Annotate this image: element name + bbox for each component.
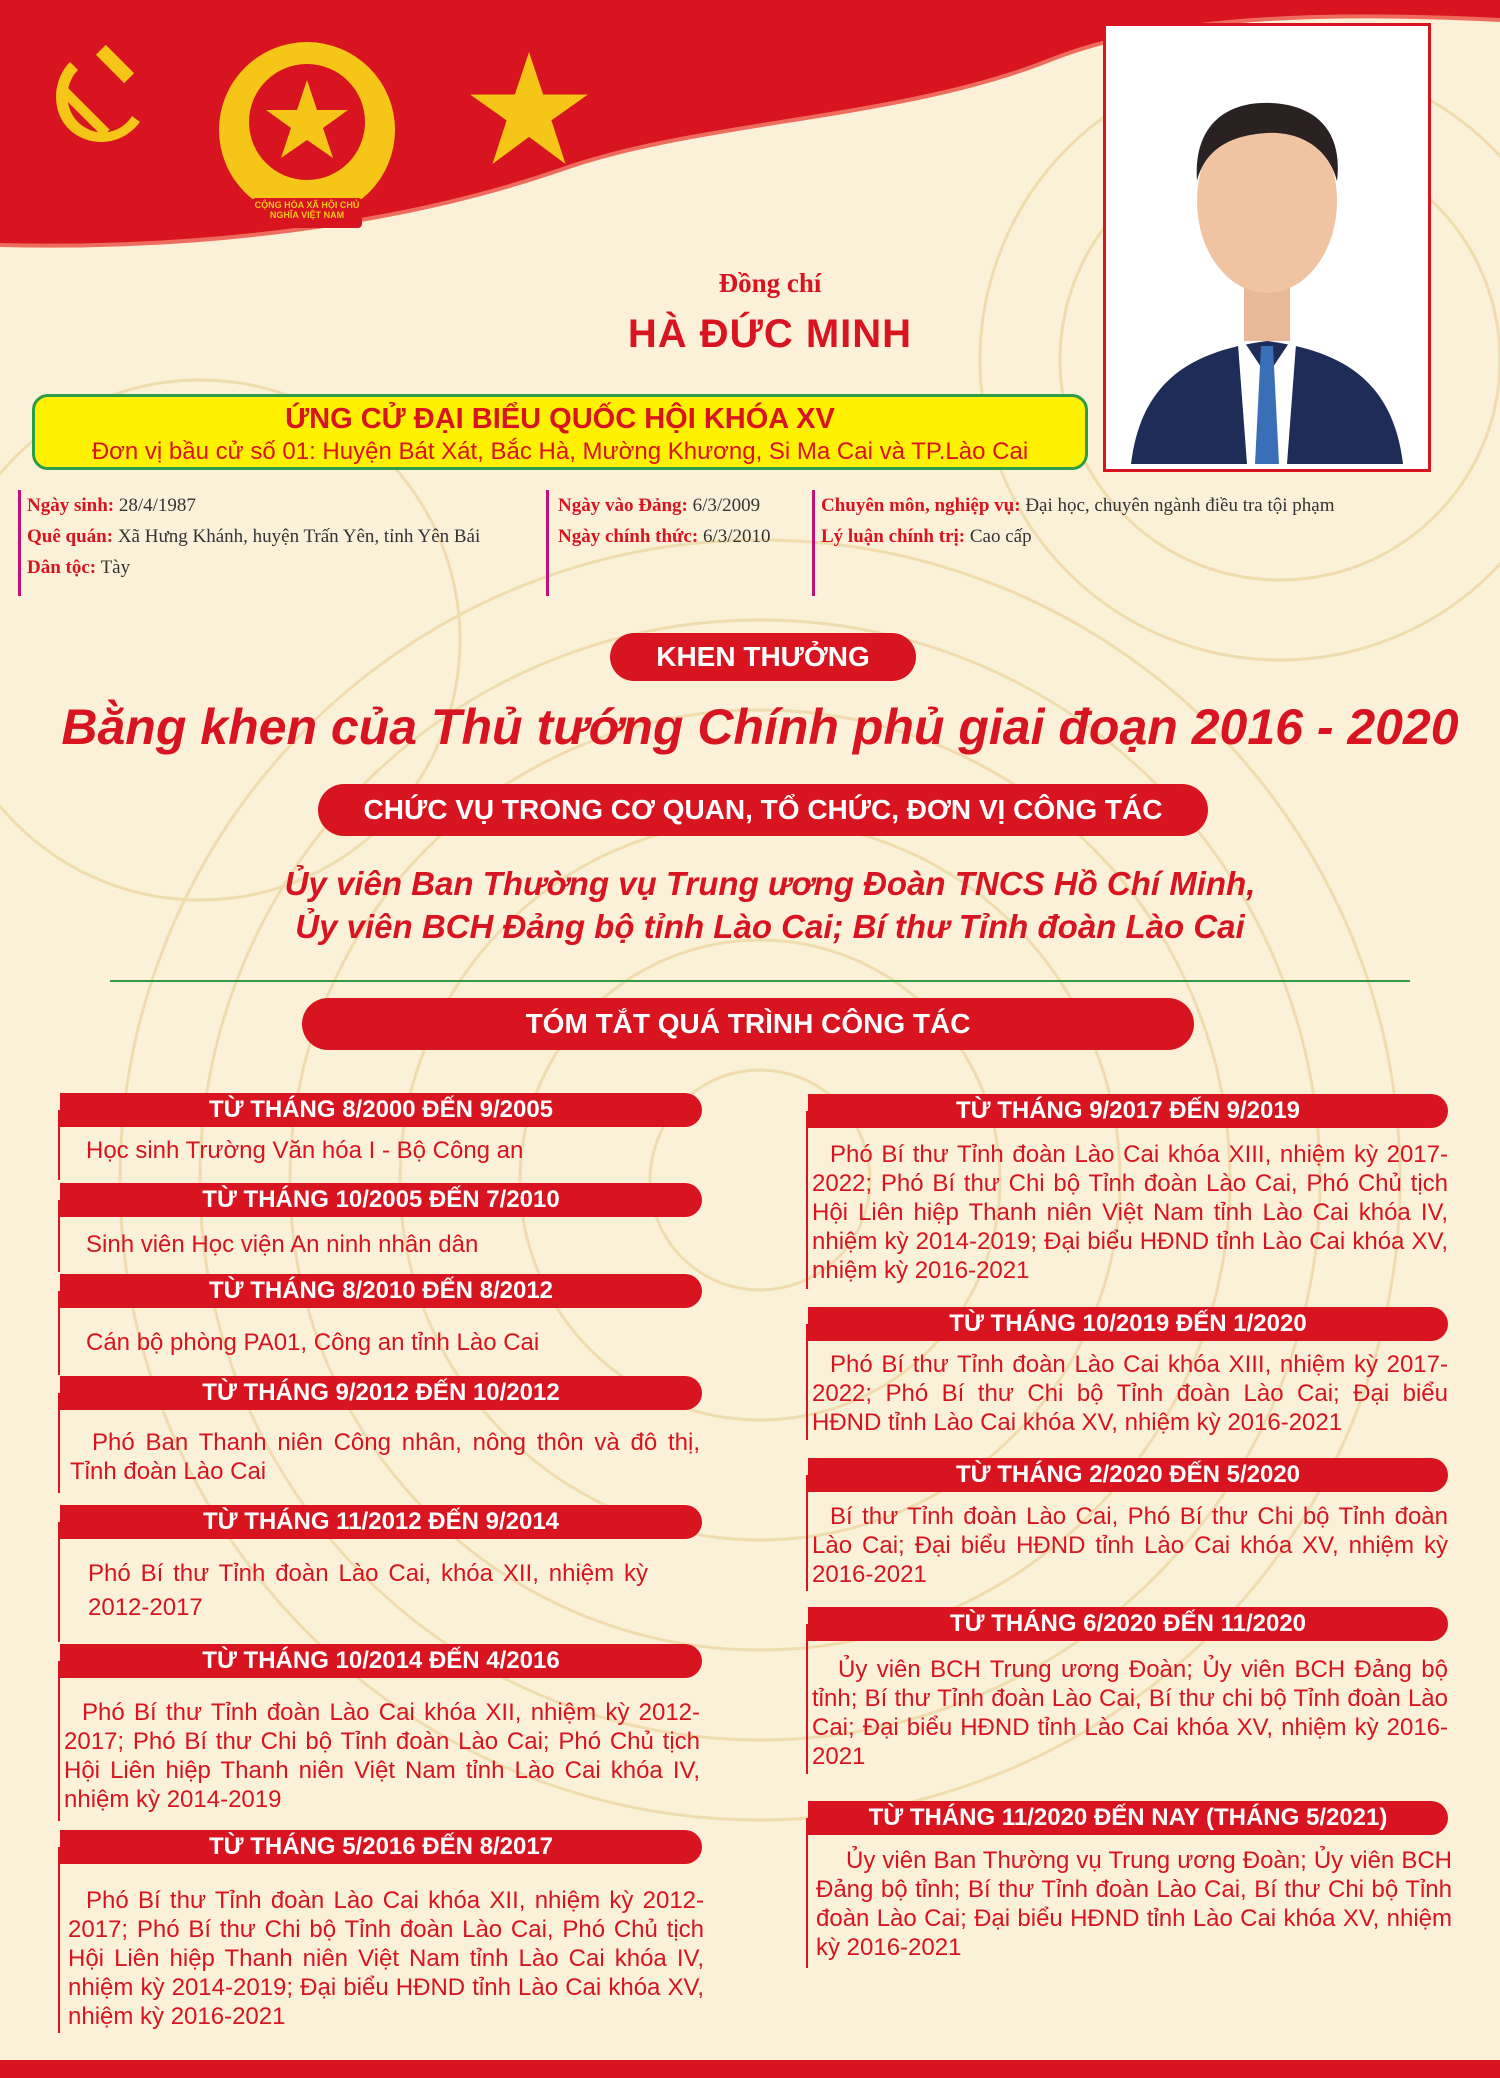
timeline-bracket [58, 1393, 60, 1493]
timeline-period-left-1: TỪ THÁNG 8/2000 ĐẾN 9/2005 [60, 1093, 702, 1127]
personal-info-col2 [552, 490, 812, 596]
info-row: Dân tộc: Tày [27, 557, 131, 578]
timeline-bracket [58, 1200, 60, 1272]
timeline-period-left-3: TỪ THÁNG 8/2010 ĐẾN 8/2012 [60, 1274, 702, 1308]
personal-info-col3 [812, 490, 1452, 596]
greeting: Đồng chí [718, 268, 822, 298]
timeline-desc-left-4: Phó Ban Thanh niên Công nhân, nông thôn và đô thị, Tỉnh đoàn Lào Cai [70, 1429, 700, 1485]
position-line-2: Ủy viên BCH Đảng bộ tỉnh Lào Cai; Bí thư Tỉnh đoàn Lào Cai [295, 908, 1245, 945]
timeline-bracket [58, 1847, 60, 2033]
info-divider [546, 490, 549, 596]
timeline-period-right-4: TỪ THÁNG 6/2020 ĐẾN 11/2020 [808, 1607, 1448, 1641]
timeline-desc-left-1: Học sinh Trường Văn hóa I - Bộ Công an [86, 1137, 524, 1164]
awards-heading: KHEN THƯỞNG [610, 633, 916, 681]
timeline-period-left-7: TỪ THÁNG 5/2016 ĐẾN 8/2017 [60, 1830, 702, 1864]
timeline-desc-left-2: Sinh viên Học viện An ninh nhân dân [86, 1231, 479, 1258]
emblem-ribbon-text: CỘNG HÒA XÃ HỘI CHỦ NGHĨA VIỆT NAM [254, 200, 360, 220]
timeline-bracket [806, 1111, 808, 1289]
timeline-bracket [806, 1324, 808, 1440]
hammer-sickle-icon [40, 42, 160, 162]
timeline-desc-left-6: Phó Bí thư Tỉnh đoàn Lào Cai khóa XII, nhiệm kỳ 2012-2017; Phó Bí thư Chi bộ Tỉnh đoàn Lào Cai; Phó Chủ tịch Hội Liên hiệp Thanh niên Việt Nam tỉnh Lào Cai khóa IV, nhiệm kỳ 2014-2019 [64, 1699, 700, 1813]
timeline-period-left-4: TỪ THÁNG 9/2012 ĐẾN 10/2012 [60, 1376, 702, 1410]
award-text: Bằng khen của Thủ tướng Chính phủ giai đoạn 2016 - 2020 [61, 699, 1459, 755]
position-text [160, 862, 1380, 948]
timeline-desc-right-3: Bí thư Tỉnh đoàn Lào Cai, Phó Bí thư Chi bộ Tỉnh đoàn Lào Cai; Đại biểu HĐND tỉnh Lào Cai khóa XV, nhiệm kỳ 2016-2021 [812, 1503, 1448, 1588]
info-row: Quê quán: Xã Hưng Khánh, huyện Trấn Yên, tỉnh Yên Bái [27, 526, 481, 547]
timeline-period-right-3: TỪ THÁNG 2/2020 ĐẾN 5/2020 [808, 1458, 1448, 1492]
timeline-bracket [58, 1110, 60, 1180]
timeline-desc-right-4: Ủy viên BCH Trung ương Đoàn; Ủy viên BCH Đảng bộ tỉnh; Bí thư Tỉnh đoàn Lào Cai, Bí thư chi bộ Tỉnh đoàn Lào Cai; Đại biểu HĐND tỉnh Lào Cai khóa XV, nhiệm kỳ 2016-2021 [812, 1656, 1448, 1770]
info-row: Ngày chính thức: 6/3/2010 [558, 526, 771, 547]
info-row: Chuyên môn, nghiệp vụ: Đại học, chuyên ngành điều tra tội phạm [821, 495, 1335, 516]
candidate-name: HÀ ĐỨC MINH [627, 312, 913, 356]
timeline-bracket [58, 1291, 60, 1375]
candidacy-box [32, 394, 1088, 470]
info-row: Ngày vào Đảng: 6/3/2009 [558, 495, 761, 516]
timeline-period-left-5: TỪ THÁNG 11/2012 ĐẾN 9/2014 [60, 1505, 702, 1539]
timeline-desc-left-3: Cán bộ phòng PA01, Công an tỉnh Lào Cai [86, 1329, 540, 1356]
timeline-desc-left-5: Phó Bí thư Tỉnh đoàn Lào Cai, khóa XII, nhiệm kỳ 2012-2017 [88, 1560, 648, 1621]
section-divider [110, 980, 1410, 982]
info-row: Lý luận chính trị: Cao cấp [821, 526, 1032, 547]
timeline-desc-right-1: Phó Bí thư Tỉnh đoàn Lào Cai khóa XIII, nhiệm kỳ 2017-2022; Phó Bí thư Chi bộ Tỉnh đoàn Lào Cai, Phó Chủ tịch Hội Liên hiệp Thanh niên Việt Nam tỉnh Lào Cai khóa IV, nhiệm kỳ 2014-2019; Đại biểu HĐND tỉnh Lào Cai khóa XV, nhiệm kỳ 2016-2021 [812, 1141, 1448, 1284]
timeline-bracket [806, 1818, 808, 1968]
footer-red-bar [0, 2060, 1500, 2078]
candidacy-title: ỨNG CỬ ĐẠI BIỂU QUỐC HỘI KHÓA XV [285, 403, 835, 435]
info-row: Ngày sinh: 28/4/1987 [27, 495, 196, 516]
timeline-desc-left-7: Phó Bí thư Tỉnh đoàn Lào Cai khóa XII, nhiệm kỳ 2012-2017; Phó Bí thư Chi bộ Tỉnh đoàn Lào Cai, Phó Chủ tịch Hội Liên hiệp Thanh niên Việt Nam tỉnh Lào Cai khóa IV, nhiệm kỳ 2014-2019; Đại biểu HĐND tỉnh Lào Cai khóa XV, nhiệm kỳ 2016-2021 [68, 1887, 704, 2030]
position-line-1: Ủy viên Ban Thường vụ Trung ương Đoàn TNCS Hồ Chí Minh, [284, 865, 1256, 902]
timeline-bracket [806, 1475, 808, 1591]
timeline-bracket [806, 1624, 808, 1774]
timeline-period-left-2: TỪ THÁNG 10/2005 ĐẾN 7/2010 [60, 1183, 702, 1217]
timeline-period-right-1: TỪ THÁNG 9/2017 ĐẾN 9/2019 [808, 1094, 1448, 1128]
star-icon [470, 52, 588, 164]
timeline-period-left-6: TỪ THÁNG 10/2014 ĐẾN 4/2016 [60, 1644, 702, 1678]
personal-info-col1 [18, 490, 548, 596]
timeline-period-right-5: TỪ THÁNG 11/2020 ĐẾN NAY (THÁNG 5/2021) [808, 1801, 1448, 1835]
career-heading: TÓM TẮT QUÁ TRÌNH CÔNG TÁC [302, 998, 1194, 1050]
timeline-desc-right-2: Phó Bí thư Tỉnh đoàn Lào Cai khóa XIII, nhiệm kỳ 2017-2022; Phó Bí thư Chi bộ Tỉnh đoàn Lào Cai; Đại biểu HĐND tỉnh Lào Cai khóa XV, nhiệm kỳ 2016-2021 [812, 1351, 1448, 1436]
timeline-desc-right-5: Ủy viên Ban Thường vụ Trung ương Đoàn; Ủy viên BCH Đảng bộ tỉnh; Bí thư Tỉnh đoàn Lào Cai, Bí thư Chi bộ Tỉnh đoàn Lào Cai; Đại biểu HĐND tỉnh Lào Cai khóa XV, nhiệm kỳ 2016-2021 [816, 1847, 1452, 1961]
timeline-bracket [58, 1522, 60, 1642]
portrait-frame [1103, 23, 1431, 472]
constituency: Đơn vị bầu cử số 01: Huyện Bát Xát, Bắc Hà, Mường Khương, Si Ma Cai và TP.Lào Cai [91, 438, 1029, 465]
position-heading: CHỨC VỤ TRONG CƠ QUAN, TỔ CHỨC, ĐƠN VỊ CÔNG TÁC [318, 784, 1208, 836]
timeline-period-right-2: TỪ THÁNG 10/2019 ĐẾN 1/2020 [808, 1307, 1448, 1341]
portrait-photo [1111, 31, 1423, 464]
timeline-bracket [58, 1661, 60, 1821]
